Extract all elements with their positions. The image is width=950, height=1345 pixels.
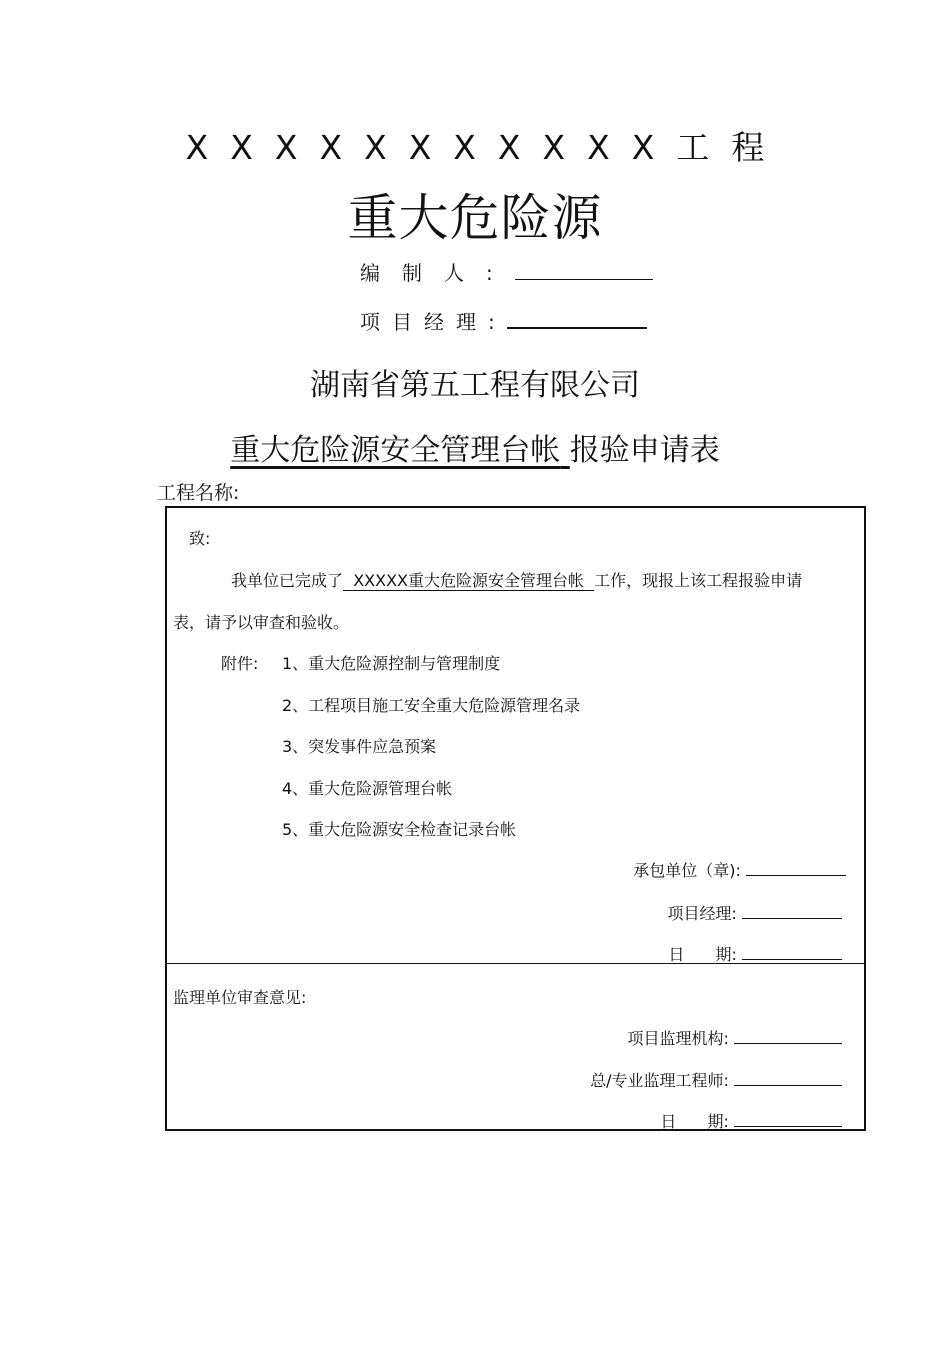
contractor-seal-blank: [746, 861, 846, 876]
company-name: 湖南省第五工程有限公司: [310, 368, 640, 403]
body-prefix: 我单位已完成了: [231, 571, 344, 590]
chief-engineer-label: 总/专业监理工程师:: [590, 1071, 729, 1090]
project-name-label: 工程名称:: [157, 482, 240, 504]
form-box: [165, 506, 866, 1131]
section-divider: [167, 963, 864, 964]
body-line-1: [231, 568, 802, 591]
contractor-pm-label: 项目经理:: [667, 904, 737, 923]
project-manager-row: [360, 306, 647, 335]
supervision-date-blank: [734, 1112, 842, 1127]
main-title: 重大危险源: [347, 189, 603, 247]
compiler-label: 编制人:: [360, 261, 515, 285]
form-title-suffix: 报验申请表: [569, 433, 720, 468]
supervision-org-blank: [734, 1029, 842, 1044]
compiler-row: [360, 257, 653, 286]
attachment-item: 3、突发事件应急预案: [282, 737, 437, 756]
contractor-pm-blank: [742, 904, 842, 919]
supervision-org-row: [628, 1026, 843, 1049]
contractor-date-blank: [742, 945, 842, 960]
form-title-gap: [560, 433, 570, 468]
project-manager-label: 项目经理:: [360, 310, 507, 334]
body-filled: XXXXX重大危险源安全管理台帐: [353, 571, 584, 590]
form-title: [0, 425, 950, 469]
contractor-seal-row: [633, 858, 846, 881]
contractor-pm-row: [668, 901, 843, 924]
to-label: 致:: [189, 529, 211, 548]
compiler-signature-line: [515, 279, 653, 280]
attachment-item: 1、重大危险源控制与管理制度: [282, 654, 501, 673]
supervision-opinion-label: 监理单位审查意见:: [173, 988, 307, 1007]
supervision-date-row: [660, 1109, 842, 1132]
chief-engineer-row: [590, 1068, 842, 1091]
project-manager-signature-line: [507, 327, 647, 329]
body-suffix: 工作，现报上该工程报验申请: [594, 571, 803, 590]
supervision-org-label: 项目监理机构:: [627, 1029, 729, 1048]
project-title: XXXXXXXXXXX工程: [185, 128, 787, 167]
attachment-item: 4、重大危险源管理台帐: [282, 779, 453, 798]
supervision-date-label: 日 期:: [660, 1112, 729, 1131]
contractor-seal-label: 承包单位（章):: [633, 861, 741, 880]
contractor-date-label: 日 期:: [668, 945, 737, 964]
attachment-item: 2、工程项目施工安全重大危险源管理名录: [282, 696, 581, 715]
body-line-2: 表，请予以审查和验收。: [173, 613, 350, 632]
contractor-date-row: [668, 942, 842, 965]
form-title-underlined: 重大危险源安全管理台帐: [230, 433, 561, 468]
attachments-label: 附件:: [221, 654, 259, 673]
attachment-item: 5、重大危险源安全检查记录台帐: [282, 820, 517, 839]
chief-engineer-blank: [734, 1071, 842, 1086]
